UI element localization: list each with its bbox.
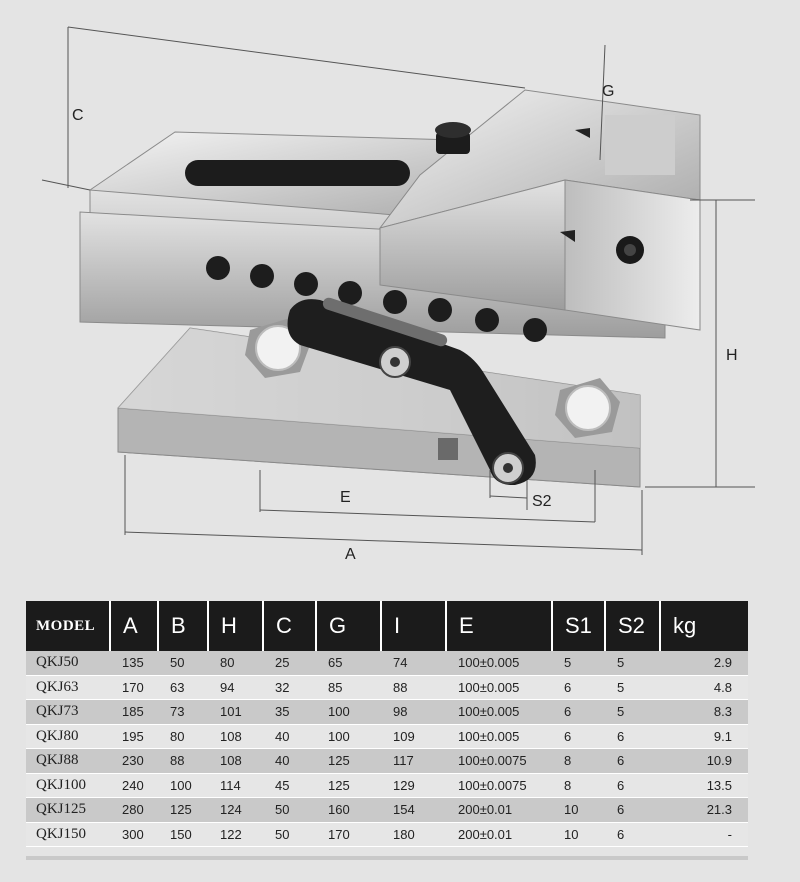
cell-a: 185 — [110, 700, 158, 725]
cell-s1: 6 — [552, 675, 605, 700]
cell-s2: 6 — [605, 773, 660, 798]
dim-label-c: C — [72, 107, 84, 124]
cell-model: QKJ150 — [26, 822, 110, 847]
table-row — [26, 724, 748, 749]
cell-b: 80 — [158, 724, 208, 749]
cell-c: 45 — [263, 773, 316, 798]
cell-g: 125 — [316, 773, 381, 798]
cell-model: QKJ100 — [26, 773, 110, 798]
table-row — [26, 822, 748, 847]
table-row — [26, 700, 748, 725]
cell-g: 125 — [316, 749, 381, 774]
table-body — [26, 651, 748, 847]
jaw-plate — [605, 115, 675, 175]
cell-a: 240 — [110, 773, 158, 798]
cell-c: 50 — [263, 822, 316, 847]
cell-b: 150 — [158, 822, 208, 847]
cell-model: QKJ125 — [26, 798, 110, 823]
cell-kg: 8.3 — [660, 700, 748, 725]
cell-model: QKJ88 — [26, 749, 110, 774]
header-c: C — [263, 601, 316, 651]
cell-b: 50 — [158, 651, 208, 675]
cell-i: 154 — [381, 798, 446, 823]
cell-g: 170 — [316, 822, 381, 847]
dim-label-e: E — [340, 489, 351, 506]
table-row — [26, 749, 748, 774]
table-footer-strip — [26, 856, 748, 860]
cell-c: 40 — [263, 749, 316, 774]
cell-g: 100 — [316, 700, 381, 725]
cell-c: 35 — [263, 700, 316, 725]
header-a: A — [110, 601, 158, 651]
table-row — [26, 675, 748, 700]
cell-e: 100±0.005 — [446, 700, 552, 725]
cell-a: 230 — [110, 749, 158, 774]
header-kg: kg — [660, 601, 748, 651]
cell-a: 300 — [110, 822, 158, 847]
cell-kg: 4.8 — [660, 675, 748, 700]
cell-kg: 13.5 — [660, 773, 748, 798]
cell-i: 180 — [381, 822, 446, 847]
cell-h: 108 — [208, 749, 263, 774]
cell-s1: 6 — [552, 724, 605, 749]
cell-a: 280 — [110, 798, 158, 823]
cell-e: 100±0.005 — [446, 675, 552, 700]
cell-kg: 21.3 — [660, 798, 748, 823]
cell-s2: 5 — [605, 700, 660, 725]
cell-s1: 10 — [552, 798, 605, 823]
cell-b: 88 — [158, 749, 208, 774]
cell-c: 40 — [263, 724, 316, 749]
cell-h: 80 — [208, 651, 263, 675]
cell-s1: 6 — [552, 700, 605, 725]
cell-a: 170 — [110, 675, 158, 700]
header-s1: S1 — [552, 601, 605, 651]
cell-b: 73 — [158, 700, 208, 725]
cell-s2: 5 — [605, 651, 660, 675]
cell-s1: 8 — [552, 749, 605, 774]
top-slot — [185, 160, 410, 186]
cell-h: 101 — [208, 700, 263, 725]
cell-s1: 8 — [552, 773, 605, 798]
knob-icon — [435, 122, 471, 154]
cell-i: 74 — [381, 651, 446, 675]
header-g: G — [316, 601, 381, 651]
cell-h: 94 — [208, 675, 263, 700]
cell-a: 195 — [110, 724, 158, 749]
dim-label-g: G — [602, 83, 615, 100]
cell-c: 25 — [263, 651, 316, 675]
cell-g: 65 — [316, 651, 381, 675]
cell-model: QKJ73 — [26, 700, 110, 725]
cell-h: 108 — [208, 724, 263, 749]
header-h: H — [208, 601, 263, 651]
cell-c: 32 — [263, 675, 316, 700]
cell-s2: 6 — [605, 798, 660, 823]
cell-e: 200±0.01 — [446, 798, 552, 823]
header-s2: S2 — [605, 601, 660, 651]
table-row — [26, 651, 748, 675]
cell-i: 98 — [381, 700, 446, 725]
cell-c: 50 — [263, 798, 316, 823]
cell-i: 109 — [381, 724, 446, 749]
cell-e: 100±0.005 — [446, 651, 552, 675]
cell-g: 85 — [316, 675, 381, 700]
vise-body — [80, 90, 700, 342]
cell-i: 117 — [381, 749, 446, 774]
base-slot — [438, 438, 458, 460]
dim-label-a: A — [345, 546, 356, 563]
cell-kg: 2.9 — [660, 651, 748, 675]
cell-kg: 10.9 — [660, 749, 748, 774]
cell-model: QKJ80 — [26, 724, 110, 749]
cell-kg: 9.1 — [660, 724, 748, 749]
cell-kg: - — [660, 822, 748, 847]
cell-b: 100 — [158, 773, 208, 798]
cell-i: 129 — [381, 773, 446, 798]
cell-h: 122 — [208, 822, 263, 847]
cell-g: 100 — [316, 724, 381, 749]
cell-h: 114 — [208, 773, 263, 798]
header-b: B — [158, 601, 208, 651]
cell-e: 100±0.005 — [446, 724, 552, 749]
cell-s1: 10 — [552, 822, 605, 847]
table-header-row — [26, 601, 748, 651]
cell-s2: 6 — [605, 724, 660, 749]
dim-label-s2: S2 — [532, 493, 552, 510]
cell-g: 160 — [316, 798, 381, 823]
cell-model: QKJ63 — [26, 675, 110, 700]
header-model: MODEL — [26, 601, 110, 651]
cell-s2: 6 — [605, 749, 660, 774]
cell-s1: 5 — [552, 651, 605, 675]
header-i: I — [381, 601, 446, 651]
cell-b: 63 — [158, 675, 208, 700]
cell-i: 88 — [381, 675, 446, 700]
cell-s2: 6 — [605, 822, 660, 847]
table-row — [26, 773, 748, 798]
header-e: E — [446, 601, 552, 651]
cell-h: 124 — [208, 798, 263, 823]
cell-a: 135 — [110, 651, 158, 675]
cell-e: 200±0.01 — [446, 822, 552, 847]
cell-model: QKJ50 — [26, 651, 110, 675]
cell-e: 100±0.0075 — [446, 749, 552, 774]
cell-b: 125 — [158, 798, 208, 823]
cell-e: 100±0.0075 — [446, 773, 552, 798]
cell-s2: 5 — [605, 675, 660, 700]
spec-table — [26, 601, 748, 847]
table-row — [26, 798, 748, 823]
dim-label-h: H — [726, 347, 738, 364]
